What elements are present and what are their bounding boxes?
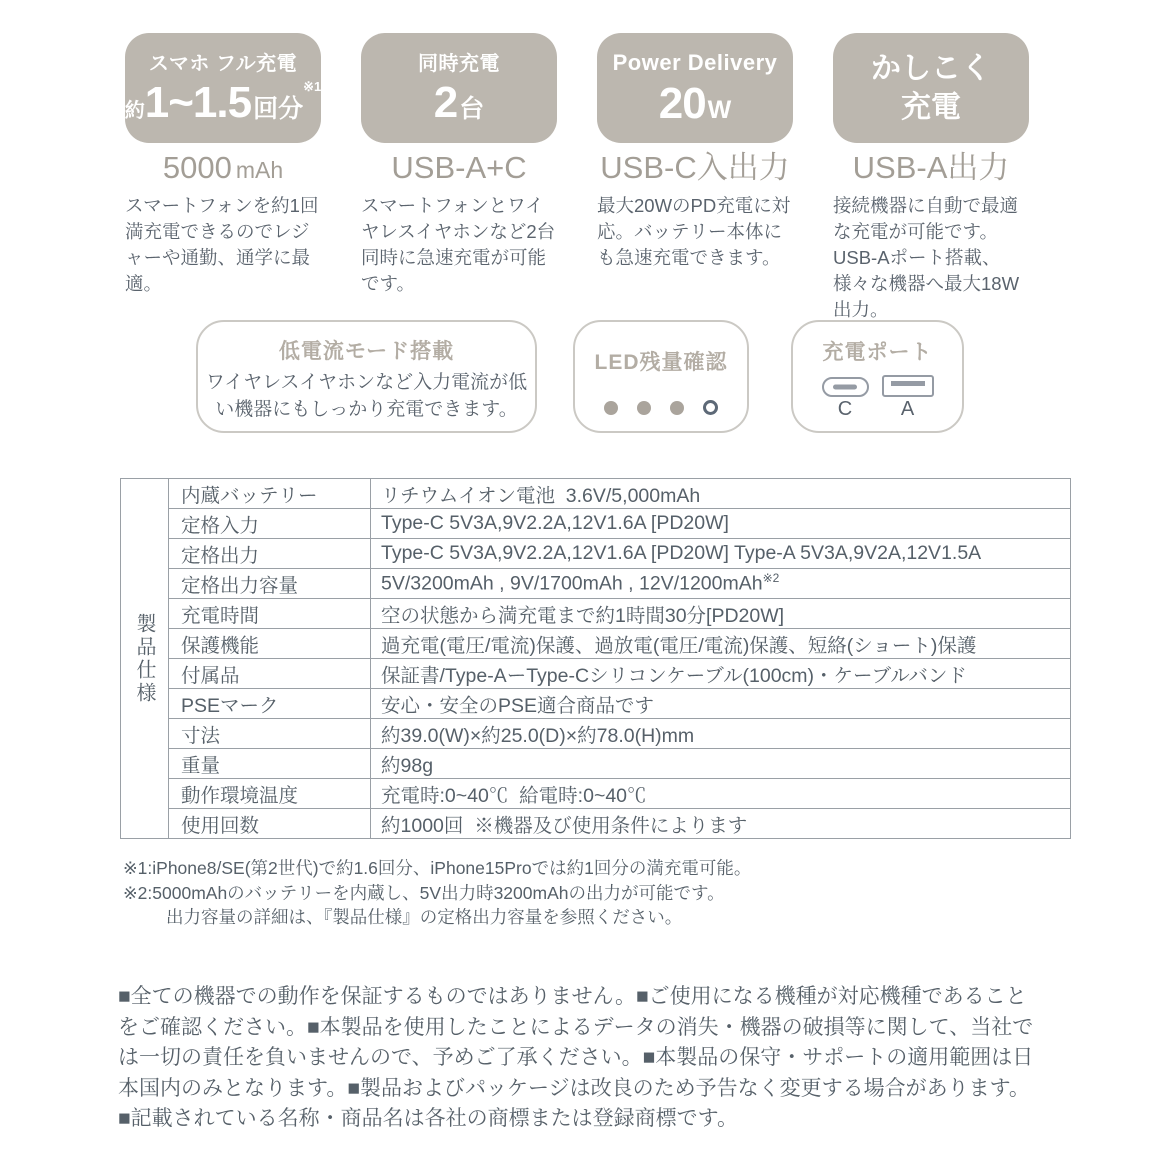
led-dot-icon (604, 401, 618, 415)
smart-charge-badge (833, 33, 1029, 143)
spec-row-value: 約98g (371, 749, 1071, 779)
feature-description: スマートフォンを約1回満充電できるのでレジャーや通勤、通学に最適。 (125, 195, 319, 294)
badge-main (658, 78, 732, 128)
spec-row-label: 重量 (169, 749, 371, 779)
capacity-value: 5000 (162, 150, 232, 185)
table-row (121, 779, 1071, 809)
spec-side-cell (121, 479, 169, 839)
capacity-unit: mAh (235, 157, 284, 183)
power-delivery-badge (597, 33, 793, 143)
spec-row-label: 内蔵バッテリー (169, 479, 371, 509)
spec-row-label: 定格入力 (169, 509, 371, 539)
led-dot-icon (670, 401, 684, 415)
table-row (121, 659, 1071, 689)
usb-a-port-label: A (900, 398, 915, 420)
feature-description: スマートフォンとワイヤレスイヤホンなど2台同時に急速充電が可能です。 (361, 195, 556, 294)
spec-row-label: 使用回数 (169, 809, 371, 839)
spec-row-label: 動作環境温度 (169, 779, 371, 809)
feature-description: 接続機器に自動で最適な充電が可能です。USB-Aポート搭載、様々な機器へ最大18W出力。 (833, 195, 1020, 320)
spec-footnote-mark: ※2 (762, 571, 780, 586)
feature-smart-charge (833, 33, 1029, 323)
badge-value: 2 (433, 77, 458, 127)
box-title: 充電ポート (822, 341, 933, 364)
box-title: 低電流モード搭載 (278, 340, 455, 363)
usb-c-port (822, 377, 869, 421)
table-row (121, 599, 1071, 629)
table-row (121, 809, 1071, 839)
box-title: LED残量確認 (594, 351, 728, 374)
spec-row-label: 保護機能 (169, 629, 371, 659)
spec-row-label: 寸法 (169, 719, 371, 749)
badge-main (124, 77, 322, 127)
spec-row-label: 定格出力容量 (169, 569, 371, 599)
footnote-1: ※1:iPhone8/SE(第2世代)で約1.6回分、iPhone15Proでは約1回分の満充電可能。 (123, 858, 752, 878)
badge-unit: W (707, 95, 732, 124)
disclaimer-text: ■全ての機器での動作を保証するものではありません。■ご使用になる機種が対応機種であることをご確認ください。■本製品を使用したことによるデータの消失・機器の破損等に関して、当社では一切の責任を負いませんので、予めご了承ください。■本製品の保守・サポートの適用範囲は日本国内のみとなります。■製品およびパッケージは改良のため予告なく変更する場合があります。■記載されている名称・商品名は各社の商標または登録商標です。 (118, 985, 1034, 1130)
ports-headline: USB-A+C (391, 150, 527, 185)
simultaneous-charge-badge (361, 33, 557, 143)
feature-power-delivery (597, 33, 793, 323)
usb-a-port-icon (882, 375, 934, 397)
badge-value: 1~1.5 (144, 77, 252, 127)
badge-title: スマホ フル充電 (148, 52, 298, 75)
spec-row-label: PSEマーク (169, 689, 371, 719)
led-dots (575, 400, 747, 415)
badge-unit: 回分 (253, 94, 304, 123)
full-charge-badge (125, 33, 321, 143)
spec-row-value: 約1000回 ※機器及び使用条件によります (371, 809, 1071, 839)
feature-simultaneous-charge (361, 33, 557, 323)
spec-row-value: 約39.0(W)×約25.0(D)×約78.0(H)mm (371, 719, 1071, 749)
usb-c-port-pin (833, 385, 857, 390)
charge-port-box (791, 320, 964, 433)
badge-value: 20 (658, 78, 706, 128)
spec-row-value: 過充電(電圧/電流)保護、過放電(電圧/電流)保護、短絡(ショート)保護 (371, 629, 1071, 659)
table-row (121, 719, 1071, 749)
led-dot-icon (637, 401, 651, 415)
spec-row-label: 定格出力 (169, 539, 371, 569)
badge-title: Power Delivery (612, 50, 778, 76)
badge-unit: 台 (459, 94, 485, 123)
info-boxes-row (196, 320, 964, 433)
usb-c-port-icon (822, 377, 869, 397)
spec-table-section (120, 478, 1071, 839)
spec-row-value: Type-C 5V3A,9V2.2A,12V1.6A [PD20W] Type-A 5V3A,9V2A,12V1.5A (371, 539, 1071, 569)
spec-row-value: リチウムイオン電池 3.6V/5,000mAh (371, 479, 1071, 509)
port-icons (793, 375, 962, 421)
usb-a-port (882, 375, 934, 421)
badge-prefix: 約 (124, 99, 145, 122)
spec-row-label: 付属品 (169, 659, 371, 689)
footnotes (123, 856, 751, 930)
spec-table (120, 478, 1071, 839)
spec-row-value: 保証書/Type-AーType-Cシリコンケーブル(100cm)・ケーブルバンド (371, 659, 1071, 689)
badge-main (433, 77, 485, 127)
spec-row-value: Type-C 5V3A,9V2.2A,12V1.6A [PD20W] (371, 509, 1071, 539)
footnote-2: ※2:5000mAhのバッテリーを内蔵し、5V出力時3200mAhの出力が可能です。 (123, 882, 725, 903)
spec-row-label: 充電時間 (169, 599, 371, 629)
usba-headline: USB-A出力 (852, 150, 1010, 185)
spec-row-value-text: 5V/3200mAh , 9V/1700mAh , 12V/1200mAh (381, 572, 763, 595)
table-row (121, 539, 1071, 569)
feature-full-charge (125, 33, 321, 323)
badge-title-line2: 充電 (901, 91, 961, 124)
spec-side-label: 製品仕様 (133, 612, 155, 705)
spec-row-value: 空の状態から満充電まで約1時間30分[PD20W] (371, 599, 1071, 629)
table-row (121, 569, 1071, 599)
badge-title: 同時充電 (418, 52, 500, 75)
footnote-2-continued: 出力容量の詳細は、『製品仕様』の定格出力容量を参照ください。 (166, 907, 683, 927)
led-indicator-box (573, 320, 749, 433)
table-row (121, 689, 1071, 719)
table-row (121, 479, 1071, 509)
feature-description: 最大20WのPD充電に対応。バッテリー本体にも急速充電できます。 (597, 195, 791, 268)
table-row (121, 509, 1071, 539)
low-current-mode-box (196, 320, 537, 433)
usbc-headline: USB-C入出力 (600, 150, 790, 185)
spec-row-value: 安心・安全のPSE適合商品です (371, 689, 1071, 719)
badge-title: かしこく (871, 52, 991, 85)
table-row (121, 749, 1071, 779)
box-description: ワイヤレスイヤホンなど入力電流が低い機器にもしっかり充電できます。 (205, 372, 528, 420)
usb-a-port-pin (891, 381, 925, 386)
usb-c-port-label: C (837, 398, 853, 420)
capacity-headline (125, 149, 321, 187)
led-dot-open-icon (703, 400, 718, 415)
spec-row-value (371, 569, 1071, 599)
spec-row-value: 充電時:0~40℃ 給電時:0~40℃ (371, 779, 1071, 809)
badge-footnote-mark: ※1 (303, 78, 322, 94)
features-row (125, 33, 1029, 323)
table-row (121, 629, 1071, 659)
